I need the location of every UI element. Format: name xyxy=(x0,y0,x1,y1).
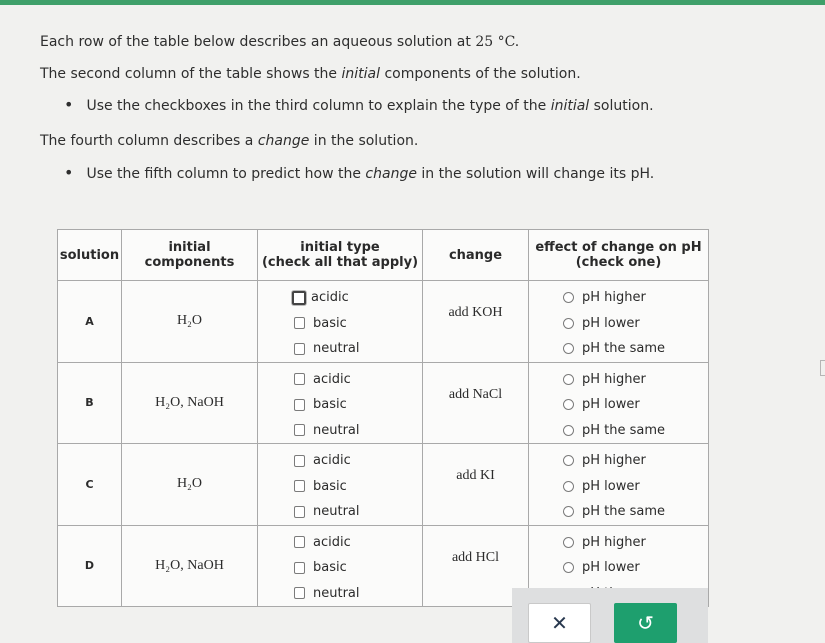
header-initial-type xyxy=(258,230,423,281)
radio-icon[interactable] xyxy=(563,318,574,329)
option-label: neutral xyxy=(313,504,360,520)
option-label: acidic xyxy=(313,371,351,387)
option-label: pH higher xyxy=(582,290,646,306)
option-label: pH lower xyxy=(582,397,640,413)
radio-icon[interactable] xyxy=(563,481,574,492)
undo-icon: ↺ xyxy=(637,611,654,635)
option-label: pH the same xyxy=(582,422,666,438)
checkbox-basic[interactable] xyxy=(294,555,422,581)
radio-icon[interactable] xyxy=(563,374,574,385)
radio-ph-higher[interactable] xyxy=(563,530,708,556)
instruction-text: The second column of the table shows the xyxy=(40,66,342,82)
checkbox-basic[interactable] xyxy=(294,474,422,500)
header-effect-title: effect of change on pH xyxy=(535,240,702,255)
header-effect xyxy=(529,230,709,281)
checkbox-icon[interactable] xyxy=(294,587,305,599)
effect-options xyxy=(529,281,709,363)
row-label: C xyxy=(58,444,122,526)
option-label: acidic xyxy=(313,534,351,550)
radio-ph-higher[interactable] xyxy=(563,367,708,393)
radio-icon[interactable] xyxy=(563,292,574,303)
checkbox-basic[interactable] xyxy=(294,311,422,337)
header-change: change xyxy=(423,230,529,281)
checkbox-icon[interactable] xyxy=(294,562,305,574)
row-label: D xyxy=(58,525,122,607)
table-row xyxy=(58,444,709,526)
action-button-bar xyxy=(512,588,708,643)
instruction-line-3 xyxy=(40,133,418,149)
undo-button[interactable] xyxy=(614,603,677,643)
checkbox-icon[interactable] xyxy=(294,536,305,548)
radio-ph-lower[interactable] xyxy=(563,555,708,581)
option-label: pH lower xyxy=(582,560,640,576)
option-label: basic xyxy=(313,315,347,331)
instruction-emphasis: initial xyxy=(341,66,380,82)
instruction-text: in the solution will change its pH. xyxy=(416,166,655,182)
initial-type-options xyxy=(258,362,423,444)
radio-ph-lower[interactable] xyxy=(563,311,708,337)
option-label: neutral xyxy=(313,341,360,357)
option-label: neutral xyxy=(313,585,360,601)
checkbox-icon[interactable] xyxy=(294,373,305,385)
radio-ph-same[interactable] xyxy=(563,336,708,362)
checkbox-neutral[interactable] xyxy=(294,418,422,444)
radio-icon[interactable] xyxy=(563,343,574,354)
checkbox-basic[interactable] xyxy=(294,392,422,418)
instruction-text: Use the checkboxes in the third column to explain the type of the xyxy=(86,98,551,114)
option-label: pH the same xyxy=(582,341,666,357)
top-accent-bar xyxy=(0,0,825,5)
radio-ph-lower[interactable] xyxy=(563,474,708,500)
checkbox-acidic[interactable] xyxy=(294,367,422,393)
initial-type-options xyxy=(258,444,423,526)
instruction-text: solution. xyxy=(589,98,654,114)
row-label: B xyxy=(58,362,122,444)
radio-ph-lower[interactable] xyxy=(563,392,708,418)
radio-ph-higher[interactable] xyxy=(563,448,708,474)
solutions-table xyxy=(57,229,709,607)
checkbox-icon[interactable] xyxy=(294,506,305,518)
radio-icon[interactable] xyxy=(563,455,574,466)
instruction-text: components of the solution. xyxy=(380,66,581,82)
instruction-text: The fourth column describes a xyxy=(40,133,258,149)
change-cell: add NaCl xyxy=(423,362,529,444)
table-row xyxy=(58,362,709,444)
instruction-line-1 xyxy=(40,34,519,50)
effect-options xyxy=(529,444,709,526)
change-cell: add KI xyxy=(423,444,529,526)
change-cell: add HCl xyxy=(423,525,529,607)
checkbox-icon[interactable] xyxy=(294,480,305,492)
header-initial-components: initial components xyxy=(122,230,258,281)
instruction-bullet-1 xyxy=(82,95,654,114)
radio-ph-higher[interactable] xyxy=(563,285,708,311)
radio-icon[interactable] xyxy=(563,425,574,436)
option-label: pH the same xyxy=(582,504,666,520)
header-type-hint: (check all that apply) xyxy=(261,255,419,270)
option-label: pH higher xyxy=(582,534,646,550)
initial-components: H₂O, NaOH xyxy=(122,362,258,444)
option-label: acidic xyxy=(313,453,351,469)
checkbox-icon[interactable] xyxy=(294,317,305,329)
option-label: basic xyxy=(313,560,347,576)
checkbox-neutral[interactable] xyxy=(294,499,422,525)
checkbox-icon[interactable] xyxy=(294,455,305,467)
radio-icon[interactable] xyxy=(563,399,574,410)
checkbox-acidic[interactable] xyxy=(294,530,422,556)
effect-options xyxy=(529,362,709,444)
option-label: basic xyxy=(313,397,347,413)
radio-icon[interactable] xyxy=(563,562,574,573)
initial-type-options xyxy=(258,525,423,607)
instruction-emphasis: initial xyxy=(550,98,590,114)
radio-icon[interactable] xyxy=(563,506,574,517)
instruction-text: Use the fifth column to predict how the xyxy=(86,166,366,182)
radio-ph-same[interactable] xyxy=(563,418,708,444)
initial-components: H₂O, NaOH xyxy=(122,525,258,607)
checkbox-icon[interactable] xyxy=(294,424,305,436)
checkbox-icon[interactable] xyxy=(292,291,306,305)
close-button[interactable] xyxy=(528,603,591,643)
option-label: pH higher xyxy=(582,453,646,469)
option-label: basic xyxy=(313,478,347,494)
option-label: pH lower xyxy=(582,478,640,494)
instruction-text: in the solution. xyxy=(309,133,419,149)
option-label: pH higher xyxy=(582,371,646,387)
change-cell: add KOH xyxy=(423,281,529,363)
option-label: acidic xyxy=(311,290,349,306)
checkbox-acidic[interactable] xyxy=(294,285,422,311)
checkbox-icon[interactable] xyxy=(294,399,305,411)
initial-components: H₂O xyxy=(122,444,258,526)
header-effect-hint: (check one) xyxy=(575,255,662,270)
scroll-edge-tab xyxy=(820,360,825,376)
initial-components: H₂O xyxy=(122,281,258,363)
header-type-title: initial type xyxy=(300,240,380,255)
instruction-emphasis: change xyxy=(365,166,417,182)
header-solution: solution xyxy=(58,230,122,281)
instruction-text: Each row of the table below describes an aqueous solution at xyxy=(40,34,476,50)
checkbox-neutral[interactable] xyxy=(294,336,422,362)
radio-ph-same[interactable] xyxy=(563,499,708,525)
instruction-bullet-2 xyxy=(82,163,654,182)
option-label: neutral xyxy=(313,422,360,438)
initial-type-options xyxy=(258,281,423,363)
checkbox-acidic[interactable] xyxy=(294,448,422,474)
checkbox-neutral[interactable] xyxy=(294,581,422,607)
row-label: A xyxy=(58,281,122,363)
temperature-text: 25 °C. xyxy=(475,34,520,50)
option-label: pH lower xyxy=(582,315,640,331)
close-icon: ✕ xyxy=(551,611,568,635)
instruction-line-2 xyxy=(40,66,581,82)
table-header-row xyxy=(58,230,709,281)
table-row xyxy=(58,281,709,363)
instruction-emphasis: change xyxy=(257,133,310,149)
checkbox-icon[interactable] xyxy=(294,343,305,355)
radio-icon[interactable] xyxy=(563,537,574,548)
